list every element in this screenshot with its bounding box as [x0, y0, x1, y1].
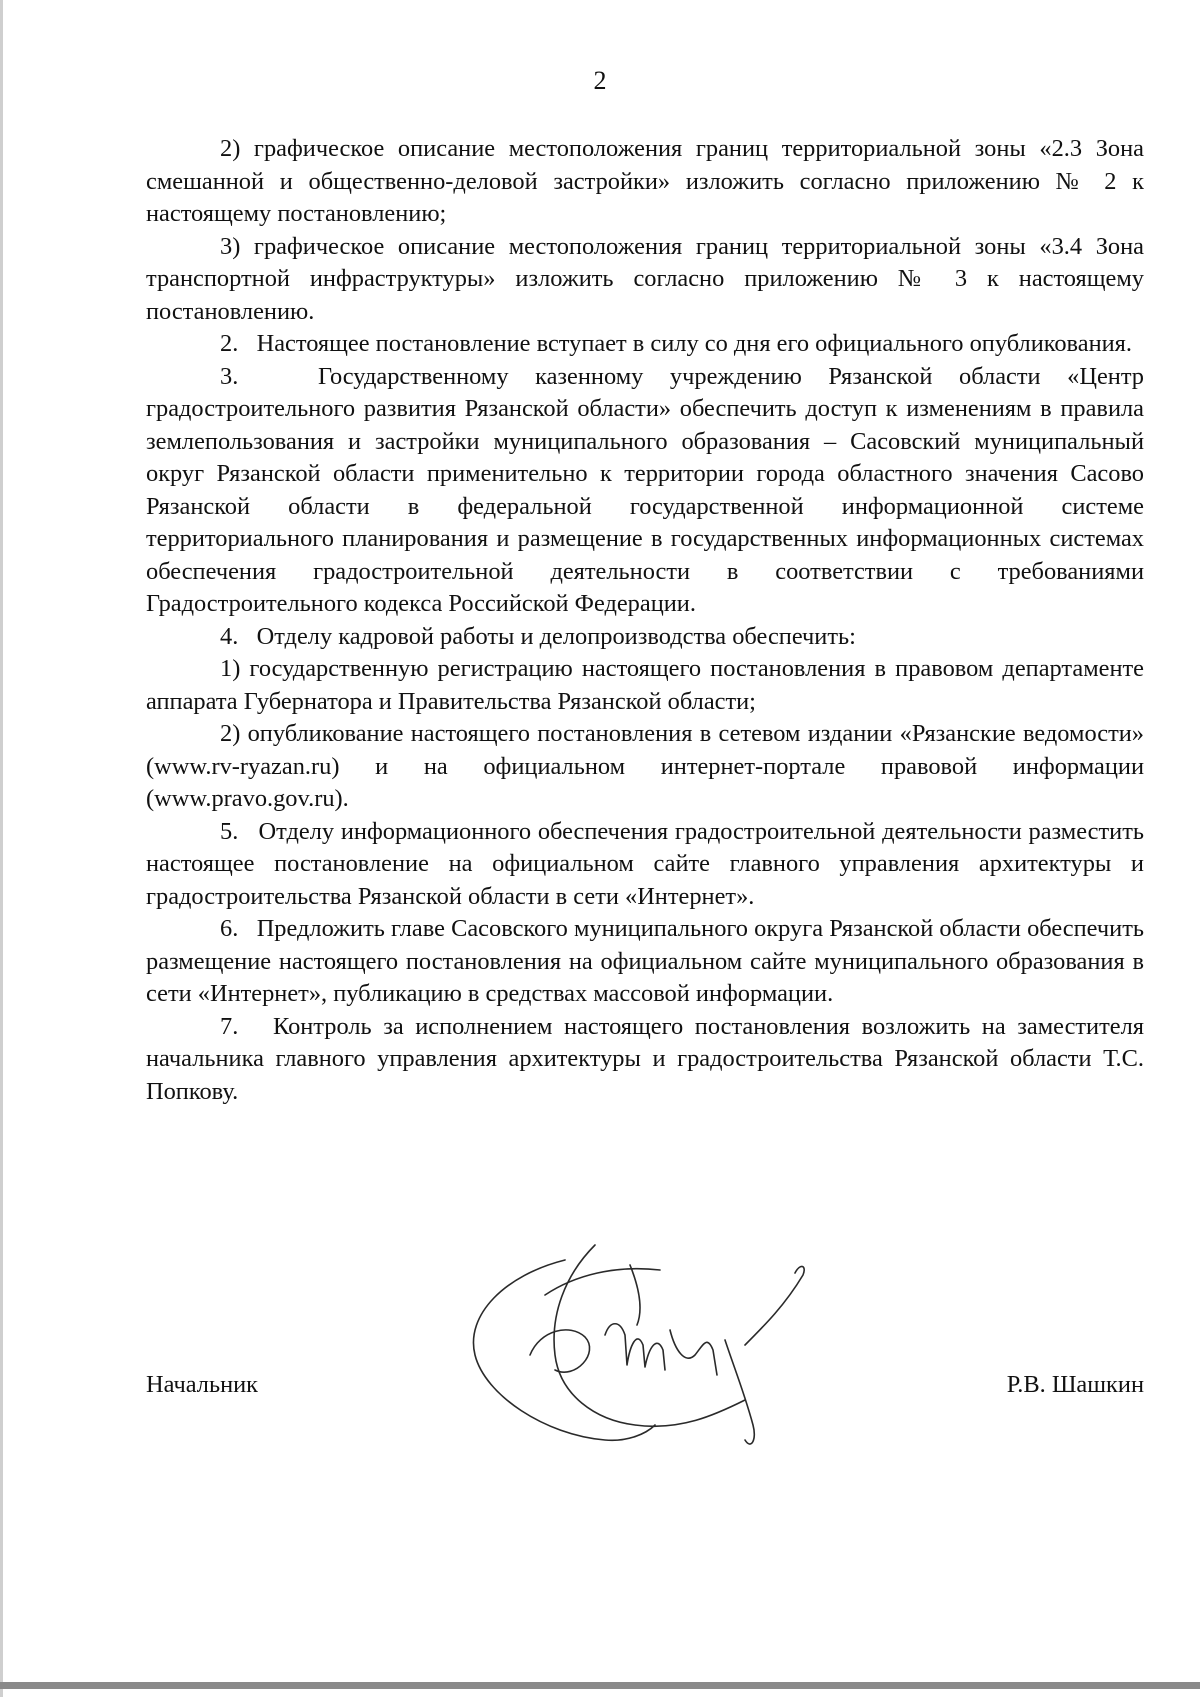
- paragraph-clause-2: 2. Настоящее постановление вступает в силу со дня его официального опубликования.: [220, 330, 1132, 357]
- scan-bottom-edge: [0, 1682, 1200, 1689]
- signer-name: Р.В. Шашкин: [1006, 1371, 1144, 1398]
- page-number: 2: [593, 66, 607, 95]
- paragraph-clause-6: 6. Предложить главе Сасовского муниципального округа Рязанской области обеспечить размещение настоящего постановления на официальном сайте муниципального образования в сети «Интернет», публикацию в средствах массовой информации.: [146, 915, 1144, 1007]
- paragraph-item-2-3: 3) графическое описание местоположения границ территориальной зоны «3.4 Зона транспортной инфраструктуры» изложить согласно приложению № 3 к настоящему постановлению.: [146, 232, 1144, 325]
- paragraph-item-4-2: 2) опубликование настоящего постановления в сетевом издании «Рязанские ведомости» (www.rv-ryazan.ru) и на официальном интернет-портале правовой информации (www.pravo.gov.ru).: [146, 720, 1144, 812]
- paragraph-clause-7: 7. Контроль за исполнением настоящего постановления возложить на заместителя начальника главного управления архитектуры и градостроительства Рязанской области Т.С. Попкову.: [146, 1012, 1144, 1105]
- document-body: [146, 133, 1144, 1108]
- paragraph-clause-4: 4. Отделу кадровой работы и делопроизводства обеспечить:: [220, 622, 856, 650]
- paragraph-item-2-2: 2) графическое описание местоположения границ территориальной зоны «2.3 Зона смешанной и общественно-деловой застройки» изложить согласно приложению № 2 к настоящему постановлению;: [146, 135, 1144, 227]
- paragraph-clause-5: 5. Отделу информационного обеспечения градостроительной деятельности разместить настоящее постановление на официальном сайте главного управления архитектуры и градостроительства Рязанской области в сети «Интернет».: [146, 817, 1144, 910]
- handwritten-signature: [445, 1235, 885, 1465]
- page-left-edge: [0, 0, 3, 1697]
- paragraph-item-4-1: 1) государственную регистрацию настоящего постановления в правовом департаменте аппарата Губернатора и Правительства Рязанской области;: [146, 655, 1144, 715]
- paragraph-clause-3: 3. Государственному казенному учреждению Рязанской области «Центр градостроительного развития Рязанской области» обеспечить доступ к изменениям в правила землепользования и застройки муниципального образования – Сасовский муниципальный округ Рязанской области применительно к территории города областного значения Сасово Рязанской области в федеральной государственной информационной системе территориального планирования и размещение в государственных информационных системах обеспечения градостроительной деятельности в соответствии с требованиями Градостроительного кодекса Российской Федерации.: [146, 362, 1144, 617]
- signer-title: Начальник: [146, 1371, 259, 1398]
